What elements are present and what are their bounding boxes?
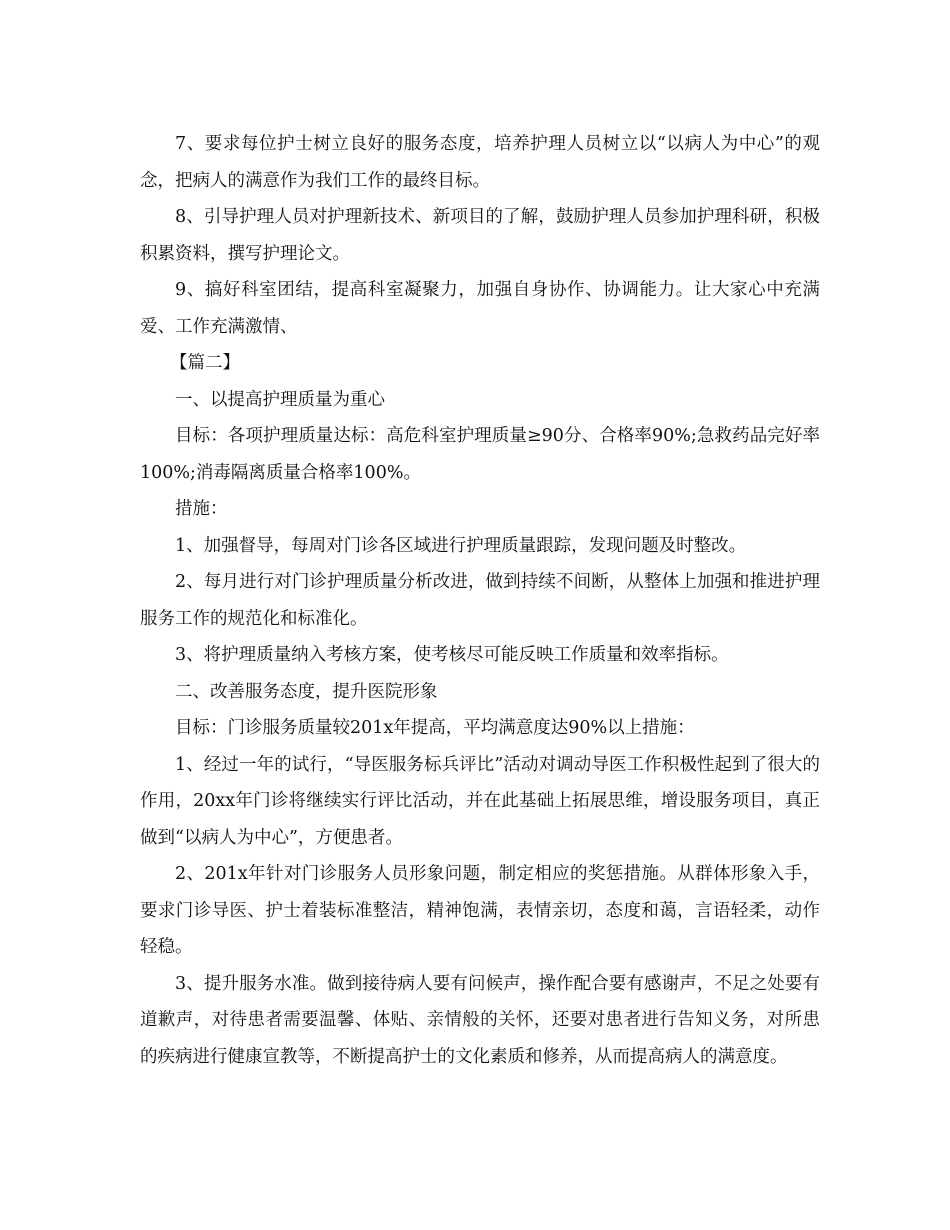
service-goal: 目标：门诊服务质量较201x年提高，平均满意度达90%以上措施： <box>175 718 695 738</box>
service-item-1: 1、经过一年的试行，“导医服务标兵评比”活动对调动导医工作积极性起到了很大的作用，20xx年门诊将继续实行评比活动，并在此基础上拓展思维，增设服务项目，真正做到“以病人为中心”，方便患者。 <box>140 754 820 848</box>
section-heading-quality: 一、以提高护理质量为重心 <box>175 389 385 410</box>
measure-item-2: 2、每月进行对门诊护理质量分析改进，做到持续不间断，从整体上加强和推进护理服务工作的规范化和标准化。 <box>140 572 820 629</box>
measures-label: 措施： <box>175 499 228 519</box>
service-item-3: 3、提升服务水准。做到接待病人要有问候声，操作配合要有感谢声，不足之处要有道歉声，对待患者需要温馨、体贴、亲情般的关怀，还要对患者进行告知义务，对所患的疾病进行健康宣教等，不断提高护士的文化素质和修养，从而提高病人的满意度。 <box>140 973 820 1067</box>
document-body <box>140 126 820 1075</box>
section-heading-part-two: 【篇二】 <box>170 353 240 373</box>
quality-goal: 目标：各项护理质量达标：高危科室护理质量≥90分、合格率90%;急救药品完好率100%;消毒隔离质量合格率100%。 <box>140 426 820 483</box>
paragraph-item-7: 7、要求每位护士树立良好的服务态度，培养护理人员树立以“以病人为中心”的观念，把病人的满意作为我们工作的最终目标。 <box>140 134 820 191</box>
paragraph-item-9: 9、搞好科室团结，提高科室凝聚力，加强自身协作、协调能力。让大家心中充满爱、工作充满激情、 <box>140 280 820 337</box>
paragraph-item-8: 8、引导护理人员对护理新技术、新项目的了解，鼓励护理人员参加护理科研，积极积累资料，撰写护理论文。 <box>140 207 820 264</box>
measure-item-1: 1、加强督导，每周对门诊各区域进行护理质量跟踪，发现问题及时整改。 <box>175 535 747 556</box>
measure-item-3: 3、将护理质量纳入考核方案，使考核尽可能反映工作质量和效率指标。 <box>175 645 729 665</box>
service-item-2: 2、201x年针对门诊服务人员形象问题，制定相应的奖惩措施。从群体形象入手，要求门诊导医、护士着装标准整洁，精神饱满，表情亲切，态度和蔼，言语轻柔，动作轻稳。 <box>140 864 820 957</box>
section-heading-service: 二、改善服务态度，提升医院形象 <box>175 681 438 702</box>
